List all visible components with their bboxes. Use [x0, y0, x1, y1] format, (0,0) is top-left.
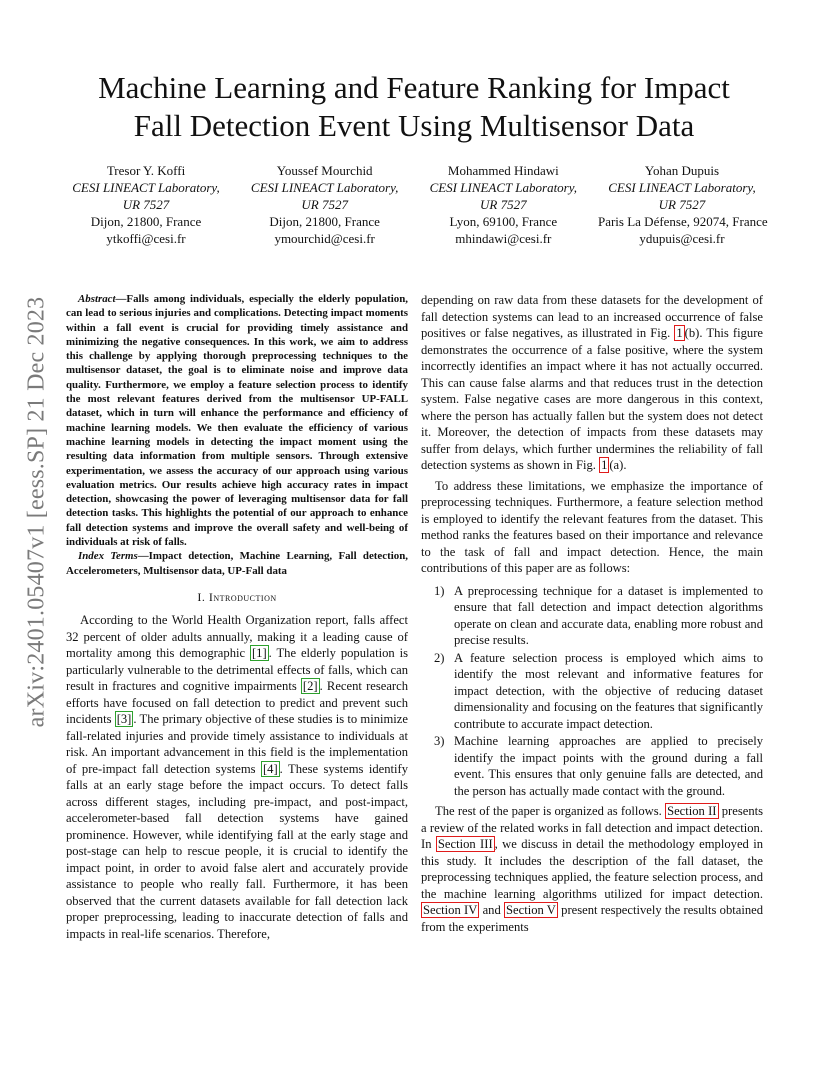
author-unit: UR 7527 [658, 197, 706, 212]
section-heading-introduction [66, 589, 408, 606]
author-affiliation: CESI LINEACT Laboratory, [608, 180, 756, 195]
author-email[interactable]: ymourchid@cesi.fr [274, 231, 375, 246]
author-4 [598, 162, 766, 247]
author-location: Dijon, 21800, France [90, 214, 202, 229]
list-item-text: A feature selection process is employed which aims to identify the most relevant and informative features for impact detection, with the objective of reducing dataset dimensionality and focusing on the features that significantly contribute to accurate impact detection. [454, 650, 763, 731]
list-item [421, 583, 763, 649]
text-run: presents a review of the related works in fall detection and impact detection. In [421, 804, 764, 851]
index-terms [66, 549, 408, 578]
text-run: (b). This figure demonstrates the occurrence of a false positive, where the system incorrectly identifies an impact where it has not actually occurred. This can cause false alarms and that reduces trust in the detection system. False negative cases are more dangerous in this context, where the person has actually fallen but the system does not detect it. Moreover, the detection of impacts from these datasets may suffer from delays, which further undermines the reliability of fall detection systems as shown in Fig. [421, 326, 763, 472]
list-number: 2) [434, 650, 445, 665]
text-run: . The primary objective of these studies is to minimize fall-related injuries and provide timely assistance to individuals at risk. An important advancement in this field is the implementation of pre-impact fall detection systems [66, 712, 408, 776]
arxiv-side-identifier [22, 282, 52, 742]
author-affiliation: CESI LINEACT Laboratory, [250, 180, 399, 195]
figure-link[interactable]: 1 [676, 326, 683, 340]
author-affiliation: CESI LINEACT Laboratory, [429, 180, 578, 195]
text-run: present respectively the results obtained from the experiments [421, 903, 764, 934]
section-heading-text: I. Introduction [197, 589, 277, 604]
body-paragraph-3 [421, 803, 763, 935]
author-email[interactable]: ytkoffi@cesi.fr [106, 231, 186, 246]
author-name: Tresor Y. Koffi [106, 163, 186, 178]
title-line-1: Machine Learning and Feature Ranking for Impact [98, 70, 730, 105]
text-run: , we discuss in detail the methodology employed in this study. It includes the description of the fall dataset, the preprocessing techniques applied, the feature selection process, and the machine learning algorithms utilized for impact detection. [421, 837, 764, 901]
text-run: The rest of the paper is organized as follows. [435, 804, 666, 818]
citation-link[interactable]: [2] [302, 679, 318, 694]
text-run: depending on raw data from these datasets for the development of fall detection systems can lead to an increased occurrence of false positives or false negatives, as illustrated in Fig. [421, 293, 763, 340]
index-terms-lead: Index Terms [78, 550, 138, 563]
author-email[interactable]: ydupuis@cesi.fr [639, 231, 725, 246]
left-column [66, 292, 408, 946]
contributions-list [421, 583, 763, 800]
author-2 [241, 162, 409, 247]
abstract [66, 292, 408, 549]
author-unit: UR 7527 [122, 197, 170, 212]
text-run: . These systems identify falls at an early stage before the impact occurs. To detect falls across different stages, including pre-impact, and post-impact, accelerometer-based fall detection systems have gained prominence. However, while identifying fall at the early stage and post-stage can help to rescue people, it is crucial to identify the impact point, in order to avoid false alert and accurately provide assistance to people who really fall. Furthermore, it has been observed that the current datasets available for fall detection lack proper preprocessing, leading to inaccurate detection of falls and impacts in real-life scenarios. Therefore, [66, 761, 408, 941]
author-unit: UR 7527 [301, 197, 348, 212]
author-location: Lyon, 69100, France [449, 214, 558, 229]
author-name: Mohammed Hindawi [447, 163, 559, 178]
author-unit: UR 7527 [480, 197, 527, 212]
citation-link[interactable]: [3] [116, 712, 132, 727]
list-number: 1) [434, 583, 445, 598]
text-run: . The elderly population is particularly vulnerable to the detrimental effects of falls, which can result in fractures and cognitive impairments [66, 646, 408, 694]
citation-link[interactable]: [4] [262, 761, 278, 776]
text-run: . Recent research efforts have focused on fall detection to predict and prevent such incidents [66, 679, 409, 727]
body-paragraph-1 [421, 292, 763, 474]
author-name: Youssef Mourchid [276, 163, 373, 178]
intro-paragraph [66, 612, 408, 942]
body-paragraph-2: To address these limitations, we emphasize the importance of preprocessing techniques. Furthermore, a feature selection method is employed to identify the relevant features from the dataset. This method ranks the features based on their importance and relevance to the task of fall and impact detection. Hence, the main contributions of this paper are as follows: [421, 478, 763, 575]
author-3 [419, 162, 587, 247]
abstract-lead: Abstract [78, 293, 116, 305]
paper-title [60, 69, 768, 145]
text-run: (a). [609, 458, 627, 472]
figure-link[interactable]: 1 [601, 458, 608, 472]
title-line-2: Fall Detection Event Using Multisensor Data [133, 108, 695, 143]
abstract-body: —Falls among individuals, especially the elderly population, can lead to serious injuries and complications. Detecting impact moments within a fall event is crucial for providing timely assistance and minimizing the negative consequences. In this work, we aim to address this challenge by applying thorough preprocessing techniques to the multisensor dataset, the goal is to eliminate noise and improve data quality. Furthermore, we employ a feature selection process to identify the most relevant features derived from the multisensor UP-FALL dataset, which in turn will enhance the performance and efficiency of machine learning models. We then evaluate the efficiency of various machine learning models in detecting the impact moment using the resulting data information from multiple sensors. Through extensive experimentation, we assess the accuracy of our approach using various evaluation metrics. Our results achieve high accuracy rates in impact detection, showcasing the power of leveraging multisensor data for fall detection tasks. This highlights the potential of our approach to enhance fall detection systems and improve the overall safety and well-being of individuals at risk of falls. [66, 293, 408, 549]
text-run: and [479, 903, 505, 917]
section-link[interactable]: Section V [506, 903, 556, 917]
author-block [62, 162, 766, 247]
arxiv-identifier-text: arXiv:2401.05407v1 [eess.SP] 21 Dec 2023 [23, 296, 50, 728]
list-item [421, 733, 763, 799]
section-link[interactable]: Section II [667, 804, 717, 818]
list-item-text: A preprocessing technique for a dataset is implemented to ensure that fall detection and impact detection algorithms operate on clean and accurate data, enabling more robust and precise results. [454, 583, 763, 647]
text-run: According to the World Health Organization report, falls affect 32 percent of older adults annually, making it a leading cause of mortality among this demographic [66, 613, 408, 661]
author-affiliation: CESI LINEACT Laboratory, [72, 180, 220, 195]
section-link[interactable]: Section III [437, 837, 493, 851]
author-location: Paris La Défense, 92074, France [597, 214, 768, 229]
author-1 [62, 162, 230, 247]
section-link[interactable]: Section IV [423, 903, 478, 917]
list-item-text: Machine learning approaches are applied to precisely identify the impact points with the ground during a fall event. This ensures that only genuine falls are detected, and the person has actually made contact with the ground. [454, 734, 763, 798]
index-terms-body: —Impact detection, Machine Learning, Fall detection, Accelerometers, Multisensor data, UP-Fall data [66, 550, 408, 577]
right-column [421, 292, 763, 939]
list-number: 3) [434, 734, 445, 748]
list-item [421, 650, 763, 733]
author-location: Dijon, 21800, France [269, 214, 380, 229]
author-email[interactable]: mhindawi@cesi.fr [455, 231, 552, 246]
citation-link[interactable]: [1] [251, 646, 267, 661]
author-name: Yohan Dupuis [644, 163, 720, 178]
